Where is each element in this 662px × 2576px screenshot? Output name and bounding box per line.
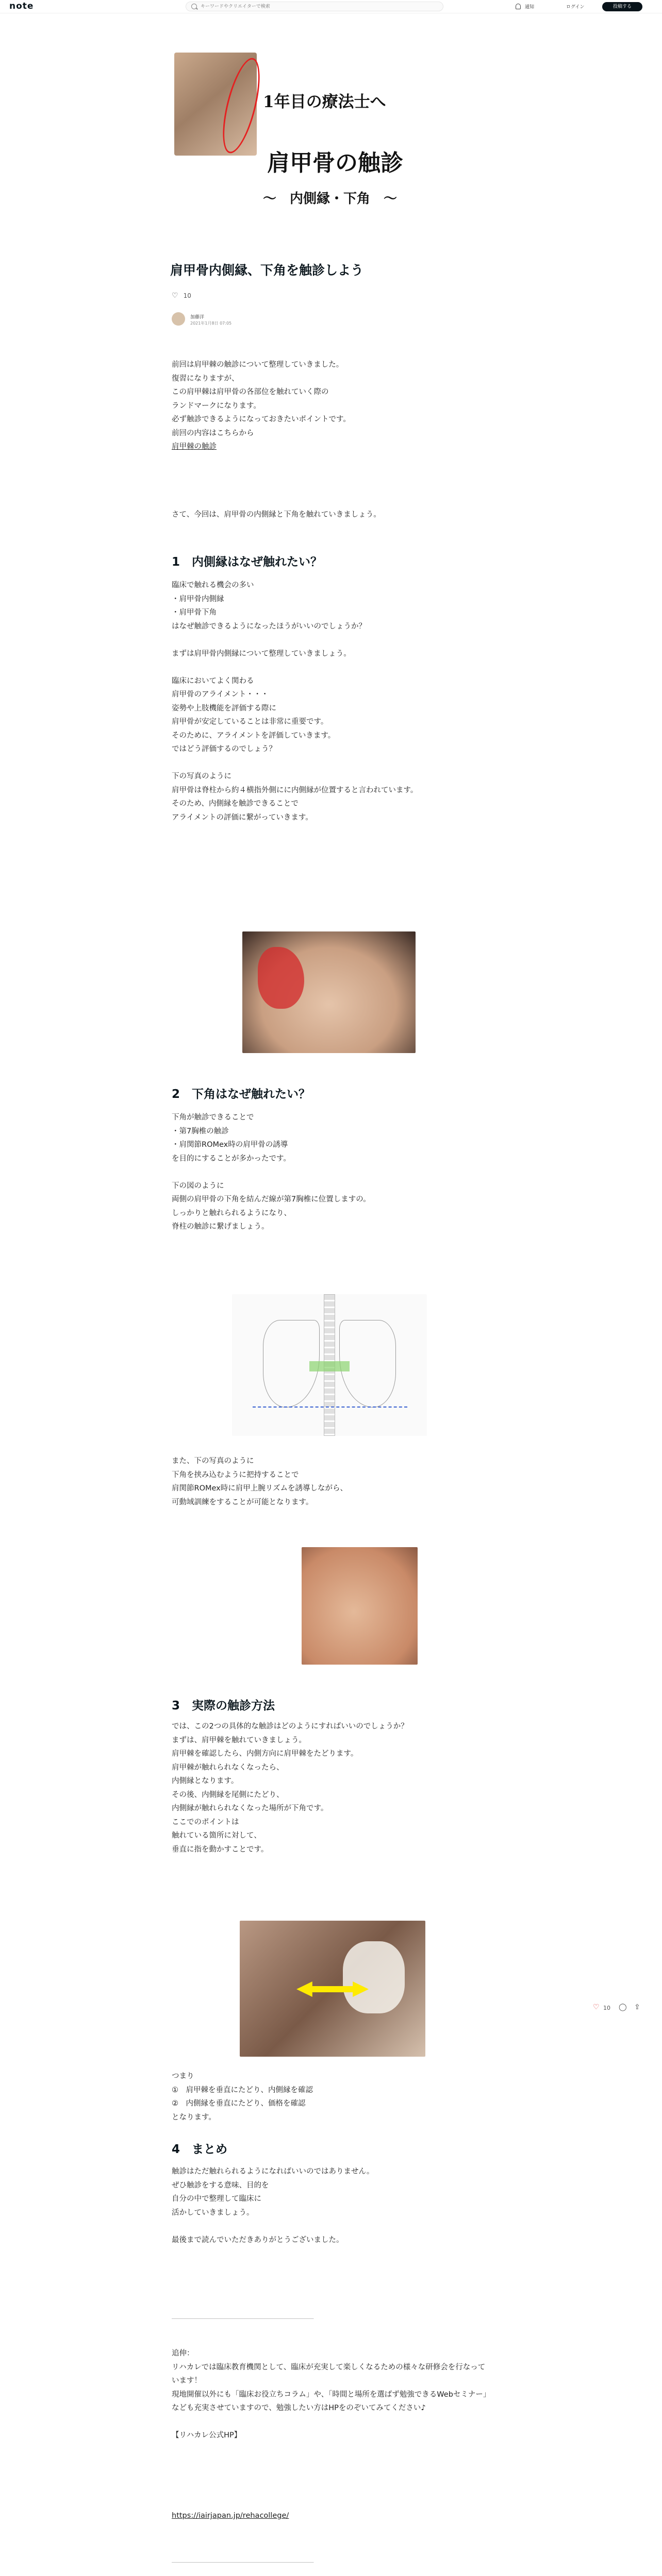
skeleton-model [343,1941,405,2013]
intro-text: 前回は肩甲棘の触診について整理していきました。 復習になりますが、 この肩甲棘は肩甲骨の各部位を触れていく際の ランドマークになります。 必ず触診できるようになっておきたいポイントです。 前回の内容はこちらから [172,361,351,437]
inferior-angle-line [253,1406,407,1408]
green-highlight [309,1361,350,1371]
search-icon [191,4,197,9]
heart-icon[interactable]: ♡ [593,2003,600,2011]
section-3b-text: つまり ① 肩甲棘を垂直にたどり、内側縁を確認 ② 内側縁を垂直にたどり、価格を確認 となります。 [172,2072,313,2122]
photo-back-scapula [242,931,416,1053]
share-icon[interactable]: ⇪ [634,2003,640,2011]
hero-image [170,52,438,229]
search-input[interactable] [201,3,438,10]
heart-icon[interactable]: ♡ [172,292,178,300]
avatar[interactable] [172,312,185,326]
heading-4: 4 まとめ [172,2143,228,2156]
hero-line-2: 肩甲骨の触診 [267,150,403,176]
heading-1: 1 内側縁はなぜ触れたい？ [172,555,323,569]
publish-date: 2021年1月8日 07:05 [190,321,232,326]
top-like[interactable] [172,292,191,300]
intro-text-2: さて、今回は、肩甲骨の内側縁と下角を触れていきましょう。 [172,511,381,519]
search-box[interactable] [186,2,443,11]
bell-icon[interactable] [516,4,521,9]
promo-link[interactable]: https://iairjapan.jp/rehacollege/ [172,2512,289,2520]
top-navigation-bar [0,0,662,13]
note-logo[interactable]: note [9,1,34,11]
section-2b-text: また、下の写真のように 下角を挟み込むように把持することで 肩関節ROMex時に肩甲上腕リズムを誘導しながら、 可動域訓練をすることが可能となります。 [172,1457,347,1506]
comment-icon[interactable]: ◯ [619,2003,627,2011]
photo-grip-inferior-angle [302,1547,418,1665]
promo-text: 追伸： リハカレでは臨床教育機関として、臨床が充実して楽しくなるための様々な研修会を行なっています！ 現地開催以外にも「臨床お役立ちコラム」や、「時間と場所を選ばず勉強できるWebセミナー」なども充実させていますので、勉強したい方はHPをのぞいてみてください♪ 【リハカレ公式HP】 [172,2349,491,2439]
scapula-highlight [258,947,304,1009]
article-title: 肩甲骨内側縁、下角を触診しよう [170,263,364,278]
section-3-text: では、この2つの具体的な触診はどのようにすればいいのでしょうか？ まずは、肩甲棘を触れていきましょう。 肩甲棘を確認したら、内側方向に肩甲棘をたどります。 肩甲棘が触れられなくなったら、 内側縁となります。 その後、内側縁を尾側にたどり、 内側縁が触れられなくなった場所が下角です。 ここでのポイントは 触れている箇所に対して、 垂直に指を動かすことです。 [172,1722,408,1854]
divider-line: ＿＿＿＿＿＿＿＿＿＿＿＿＿＿＿＿＿＿＿ [172,2312,314,2320]
hero-line-1: 1年目の療法士へ [263,93,386,111]
notifications-link[interactable]: 通知 [525,5,535,10]
diagram-spine [232,1294,427,1436]
login-link[interactable]: ログイン [566,5,585,10]
hero-line-3: ～ 内側縁・下角 ～ [262,191,397,207]
float-like-count: 10 [603,2005,610,2011]
photo-palpation [240,1921,425,2057]
floating-actions [593,2003,660,2013]
section-2-text: 下角が触診できることで ・第7胸椎の触診 ・肩関節ROMex時の肩甲骨の誘導 を目的にすることが多かったです。 下の図のように 両側の肩甲骨の下角を結んだ線が第7胸椎に位置しますの。 しっかりと触れられるようになり、 脊柱の触診に繋げましょう。 [172,1113,371,1231]
like-count: 10 [183,292,191,299]
section-1-text: 臨床で触れる機会の多い ・肩甲骨内側縁 ・肩甲骨下角 はなぜ触診できるようになったほうがいいのでしょうか？ まずは肩甲骨内側縁について整理していきましょう。 臨床においてよく関わる 肩甲骨のアライメント・・・ 姿勢や上肢機能を評価する際に 肩甲骨が安定していることは非常に重要です。 そのために、アライメントを評価していきます。 ではどう評価するのでしょう？ 下の写真のように 肩甲骨は脊柱から約４横指外側にに内側縁が位置すると言われています。 そのため、内側縁を触診できることで アライメントの評価に繋がっていきます。 [172,581,418,822]
author-name[interactable]: 加藤洋 [190,315,205,320]
heading-2: 2 下角はなぜ触れたい？ [172,1088,311,1101]
section-4-text: 触診はただ触れられるようになればいいのではありません。 ぜひ触診をする意味、目的を 自分の中で整理して臨床に 活かしていきましょう。 最後まで読んでいただきありがとうございました。 [172,2167,374,2244]
heading-3: 3 実際の触診方法 [172,1699,275,1713]
intro-link[interactable]: 肩甲棘の触診 [172,443,217,451]
divider-line-2: ＿＿＿＿＿＿＿＿＿＿＿＿＿＿＿＿＿＿＿ [172,2555,314,2564]
post-button[interactable]: 投稿する [602,2,642,11]
